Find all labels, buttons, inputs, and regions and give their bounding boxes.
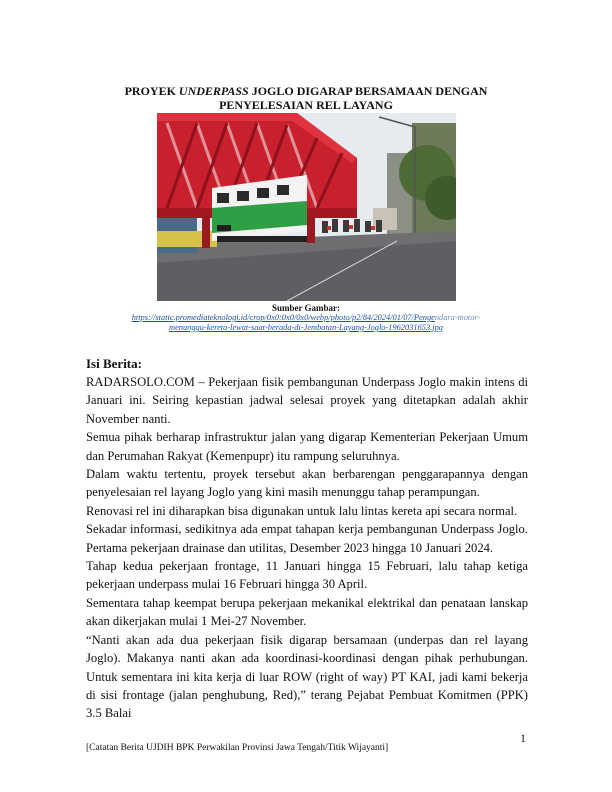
photo-url-part3[interactable]: menunggu-kereta-lewat-saat-berada-di-Jembatan-Layang-Joglo-1962031653.jpg	[169, 323, 443, 332]
paragraph: “Nanti akan ada dua pekerjaan fisik digarap bersamaan (underpas dan rel layang Joglo). Makanya nanti akan ada koordinasi-koordinasi dengan pihak perhubungan. Untuk sementara ini kita kerja di luar ROW (right of way) PT KAI, jadi kami bekerja di sisi frontage (jalan penghubung, Red),” terang Pejabat Pembuat Komitmen (PPK) 3.5 Balai	[86, 632, 528, 721]
article-body	[86, 373, 528, 723]
title-italic: UNDERPASS	[178, 84, 249, 98]
photo-source-link[interactable]	[86, 313, 526, 333]
paragraph: Sementara tahap keempat berupa pekerjaan mekanikal elektrikal dan penataan lanskap akan dikerjakan mulai 1 Mei-27 November.	[86, 595, 528, 629]
paragraph: Renovasi rel ini diharapkan bisa digunakan untuk lalu lintas kereta api secara normal.	[86, 503, 518, 518]
paragraph: RADARSOLO.COM – Pekerjaan fisik pembangunan Underpass Joglo makin intens di Januari ini. Seiring kepastian jadwal selesai proyek yang ditetapkan adalah akhir November nanti.	[86, 375, 528, 426]
page-number: 1	[520, 731, 526, 745]
title-prefix: PROYEK	[124, 84, 179, 98]
paragraph: Tahap kedua pekerjaan frontage, 11 Januari hingga 15 Februari, lalu tahap ketiga pekerjaan underpass mulai 16 Februari hingga 30 April.	[86, 559, 528, 592]
page-footer: [Catatan Berita UJDIH BPK Perwakilan Provinsi Jawa Tengah/Titik Wijayanti]	[86, 743, 389, 753]
photo-caption-label: Sumber Gambar:	[271, 303, 341, 313]
article-title	[86, 84, 526, 112]
paragraph: Dalam waktu tertentu, proyek tersebut akan berbarengan penggarapannya dengan penyelesaian rel layang Joglo yang kini masih menunggu tahap perampungan.	[86, 467, 528, 500]
paragraph: Semua pihak berharap infrastruktur jalan yang digarap Kementerian Pekerjaan Umum dan Perumahan Rakyat (Kemenpupr) itu rampung seluruhnya.	[86, 430, 528, 463]
section-heading: Isi Berita:	[86, 356, 142, 371]
title-suffix: JOGLO DIGARAP BERSAMAAN DENGAN PENYELESAIAN REL LAYANG	[219, 84, 488, 112]
photo-url-part2[interactable]: ndara-motor-	[434, 313, 481, 322]
paragraph: Sekadar informasi, sedikitnya ada empat tahapan kerja pembangunan Underpass Joglo. Pertama pekerjaan drainase dan utilitas, Desember 2023 hingga 10 Januari 2024.	[86, 522, 528, 555]
photo-url-part1[interactable]: https://static.promediateknologi.id/crop/0x0:0x0/0x0/webp/photo/p2/84/2024/01/07/Penge	[131, 313, 435, 322]
news-photo-train-bridge	[157, 113, 456, 301]
